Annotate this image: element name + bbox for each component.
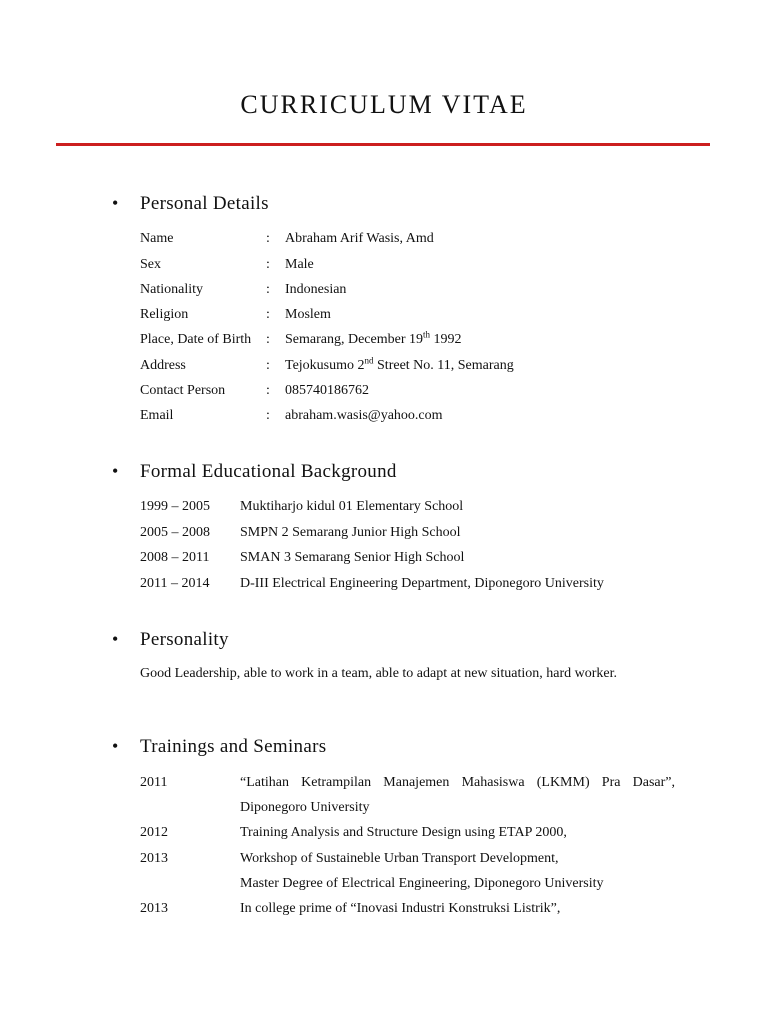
section-heading-personal: • Personal Details: [112, 193, 269, 214]
bullet-icon: •: [112, 193, 119, 213]
section-heading-trainings: • Trainings and Seminars: [112, 736, 327, 757]
bullet-icon: •: [112, 736, 119, 756]
section-heading-personality: • Personality: [112, 629, 229, 650]
bullet-icon: •: [112, 629, 119, 649]
bullet-icon: •: [112, 461, 119, 481]
title-divider: [56, 143, 710, 146]
section-heading-education: • Formal Educational Background: [112, 461, 397, 482]
personality-text: Good Leadership, able to work in a team, able to adapt at new situation, hard worker.: [140, 666, 618, 681]
page-title: CURRICULUM VITAE: [240, 90, 528, 119]
